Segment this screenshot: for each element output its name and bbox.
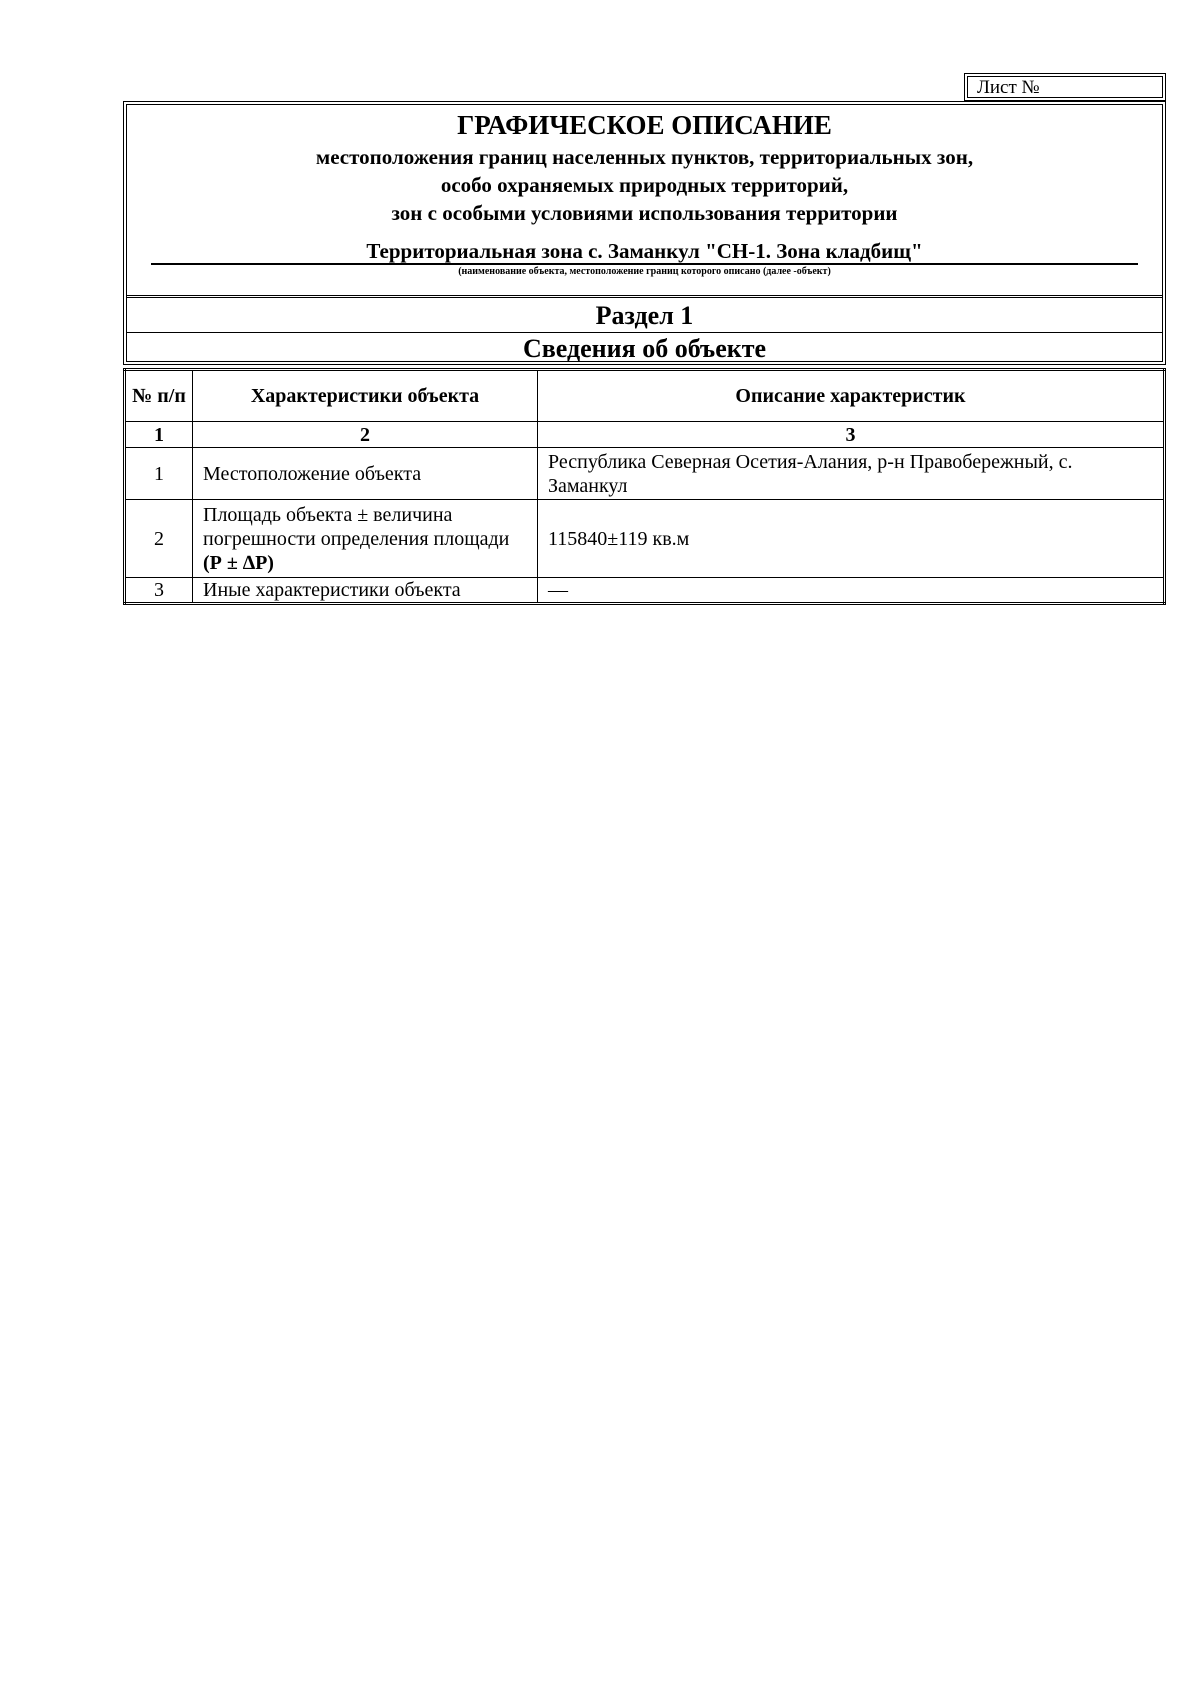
area-formula: (Р ± ∆Р) xyxy=(203,551,274,574)
column-number-3: 3 xyxy=(538,422,1165,448)
section-title: Сведения об объекте xyxy=(522,334,767,363)
subtitle-line-3: зон с особыми условиями использования территории xyxy=(391,201,898,225)
document-title: ГРАФИЧЕСКОЕ ОПИСАНИЕ xyxy=(457,110,832,140)
section-number: Раздел 1 xyxy=(595,301,694,330)
row-characteristic: Иные характеристики объекта xyxy=(193,578,538,604)
row-characteristic: Местоположение объекта xyxy=(193,448,538,500)
column-numbers-row xyxy=(125,422,1165,448)
row-number: 1 xyxy=(125,448,193,500)
row-description: 115840±119 кв.м xyxy=(538,500,1165,578)
header-number: № п/п xyxy=(125,370,193,422)
object-info-table xyxy=(123,368,1166,605)
table-row xyxy=(125,578,1165,604)
document-header xyxy=(123,101,1166,365)
row-description: Республика Северная Осетия-Алания, р-н Правобережный, с. Заманкул xyxy=(538,448,1165,500)
header-characteristics: Характеристики объекта xyxy=(193,370,538,422)
column-number-1: 1 xyxy=(125,422,193,448)
object-caption: (наименование объекта, местоположение границ которого описано (далее -объект) xyxy=(458,266,831,277)
row-number: 3 xyxy=(125,578,193,604)
header-description: Описание характеристик xyxy=(538,370,1165,422)
sheet-number-label: Лист № xyxy=(977,77,1040,98)
object-name-underline xyxy=(151,263,1138,265)
table-row xyxy=(125,448,1165,500)
subtitle-line-2: особо охраняемых природных территорий, xyxy=(440,173,849,197)
row-characteristic xyxy=(193,500,538,578)
row-description: — xyxy=(538,578,1165,604)
column-number-2: 2 xyxy=(193,422,538,448)
area-label: Площадь объекта ± величина погрешности определения площади xyxy=(203,503,510,550)
row-number: 2 xyxy=(125,500,193,578)
header-divider xyxy=(127,295,1162,298)
table-header-row xyxy=(125,370,1165,422)
sheet-number-box xyxy=(964,73,1166,101)
object-name: Территориальная зона с. Заманкул "СН-1. Зона кладбищ" xyxy=(366,239,923,263)
table-row xyxy=(125,500,1165,578)
subtitle-line-1: местоположения границ населенных пунктов, территориальных зон, xyxy=(315,145,974,169)
